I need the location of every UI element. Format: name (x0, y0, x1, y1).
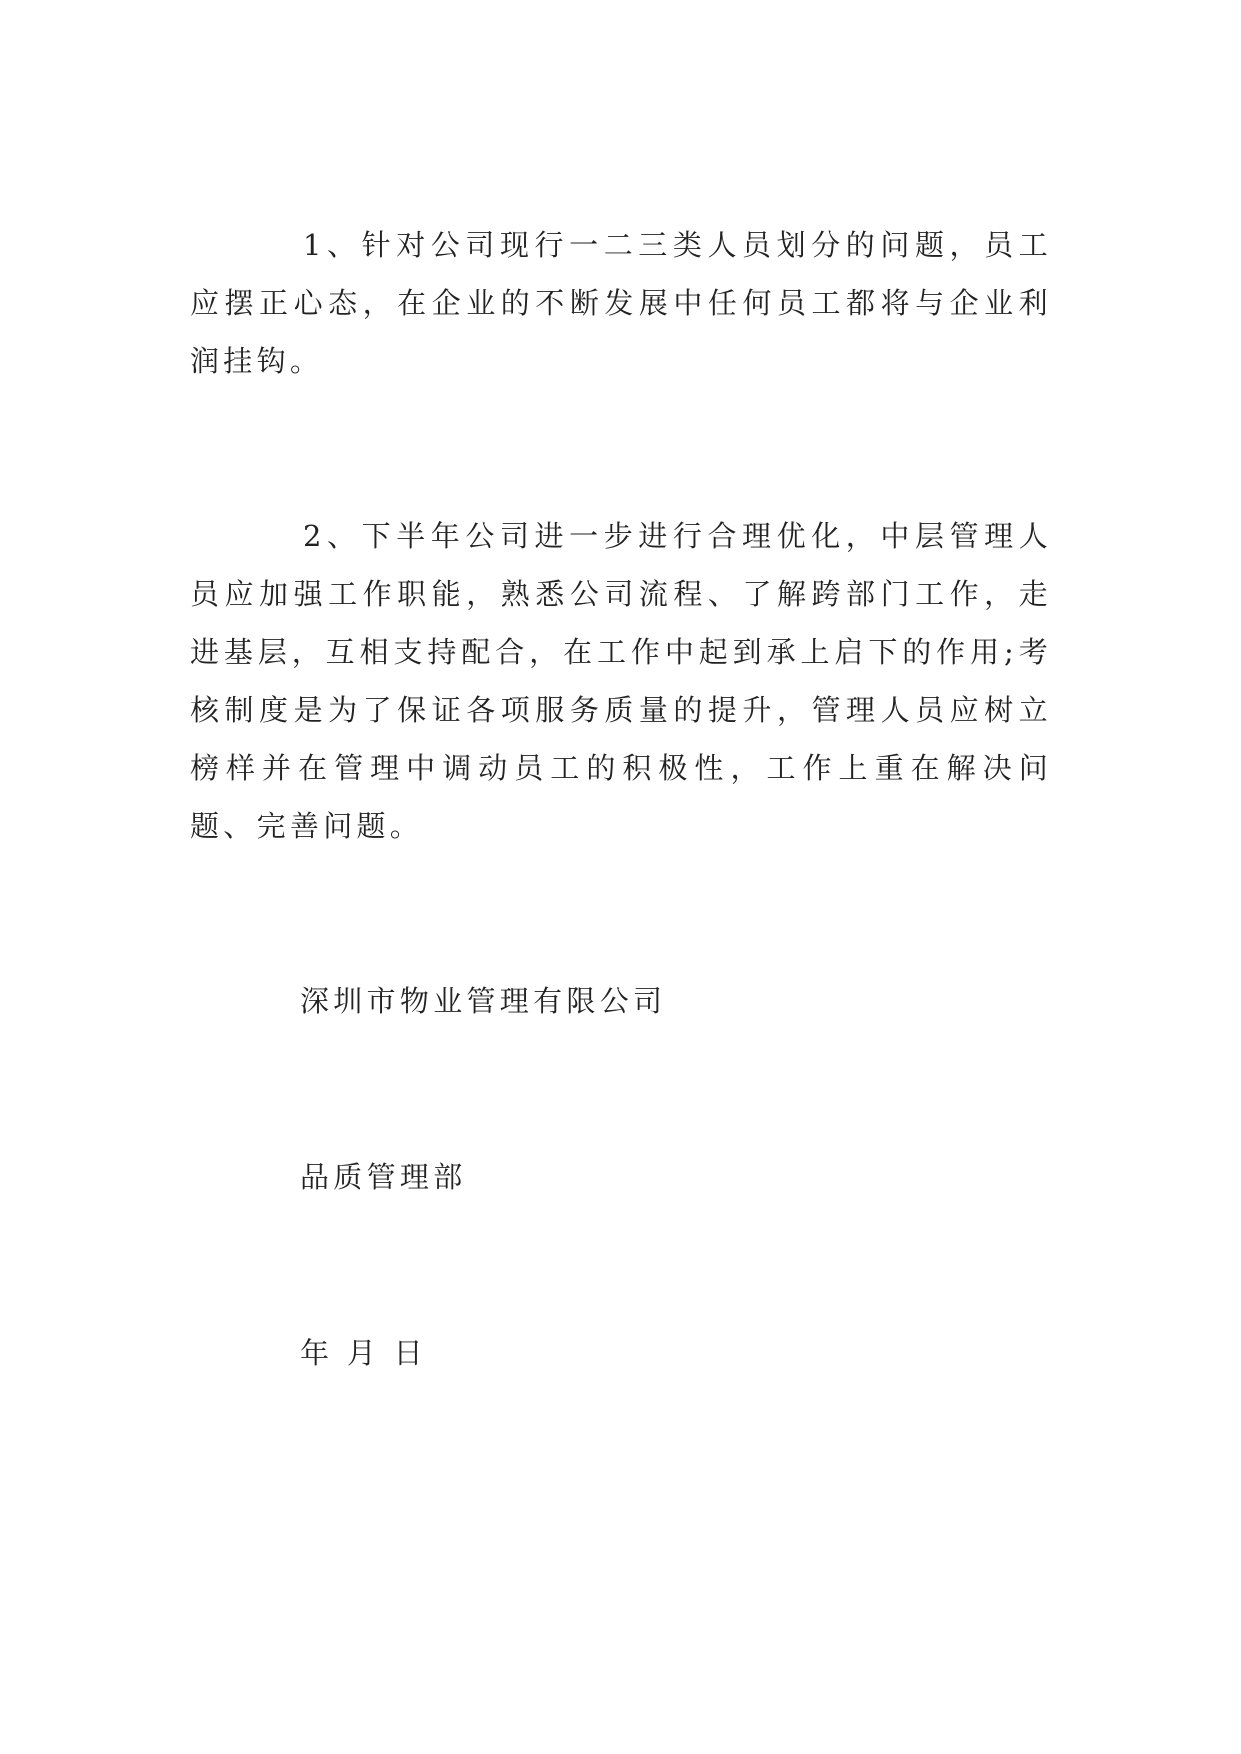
signature-department: 品质管理部 (300, 1160, 467, 1194)
paragraph-2: 2、下半年公司进一步进行合理优化，中层管理人员应加强工作职能，熟悉公司流程、了解跨部门工作，走进基层，互相支持配合，在工作中起到承上启下的作用;考核制度是为了保证各项服务质量的提升，管理人员应树立榜样并在管理中调动员工的积极性，工作上重在解决问题、完善问题。 (190, 519, 1052, 843)
paragraph-1: 1、针对公司现行一二三类人员划分的问题，员工应摆正心态，在企业的不断发展中任何员工都将与企业利润挂钩。 (190, 228, 1052, 378)
signature-date: 年 月 日 (300, 1336, 427, 1370)
signature-company: 深圳市物业管理有限公司 (300, 984, 667, 1018)
